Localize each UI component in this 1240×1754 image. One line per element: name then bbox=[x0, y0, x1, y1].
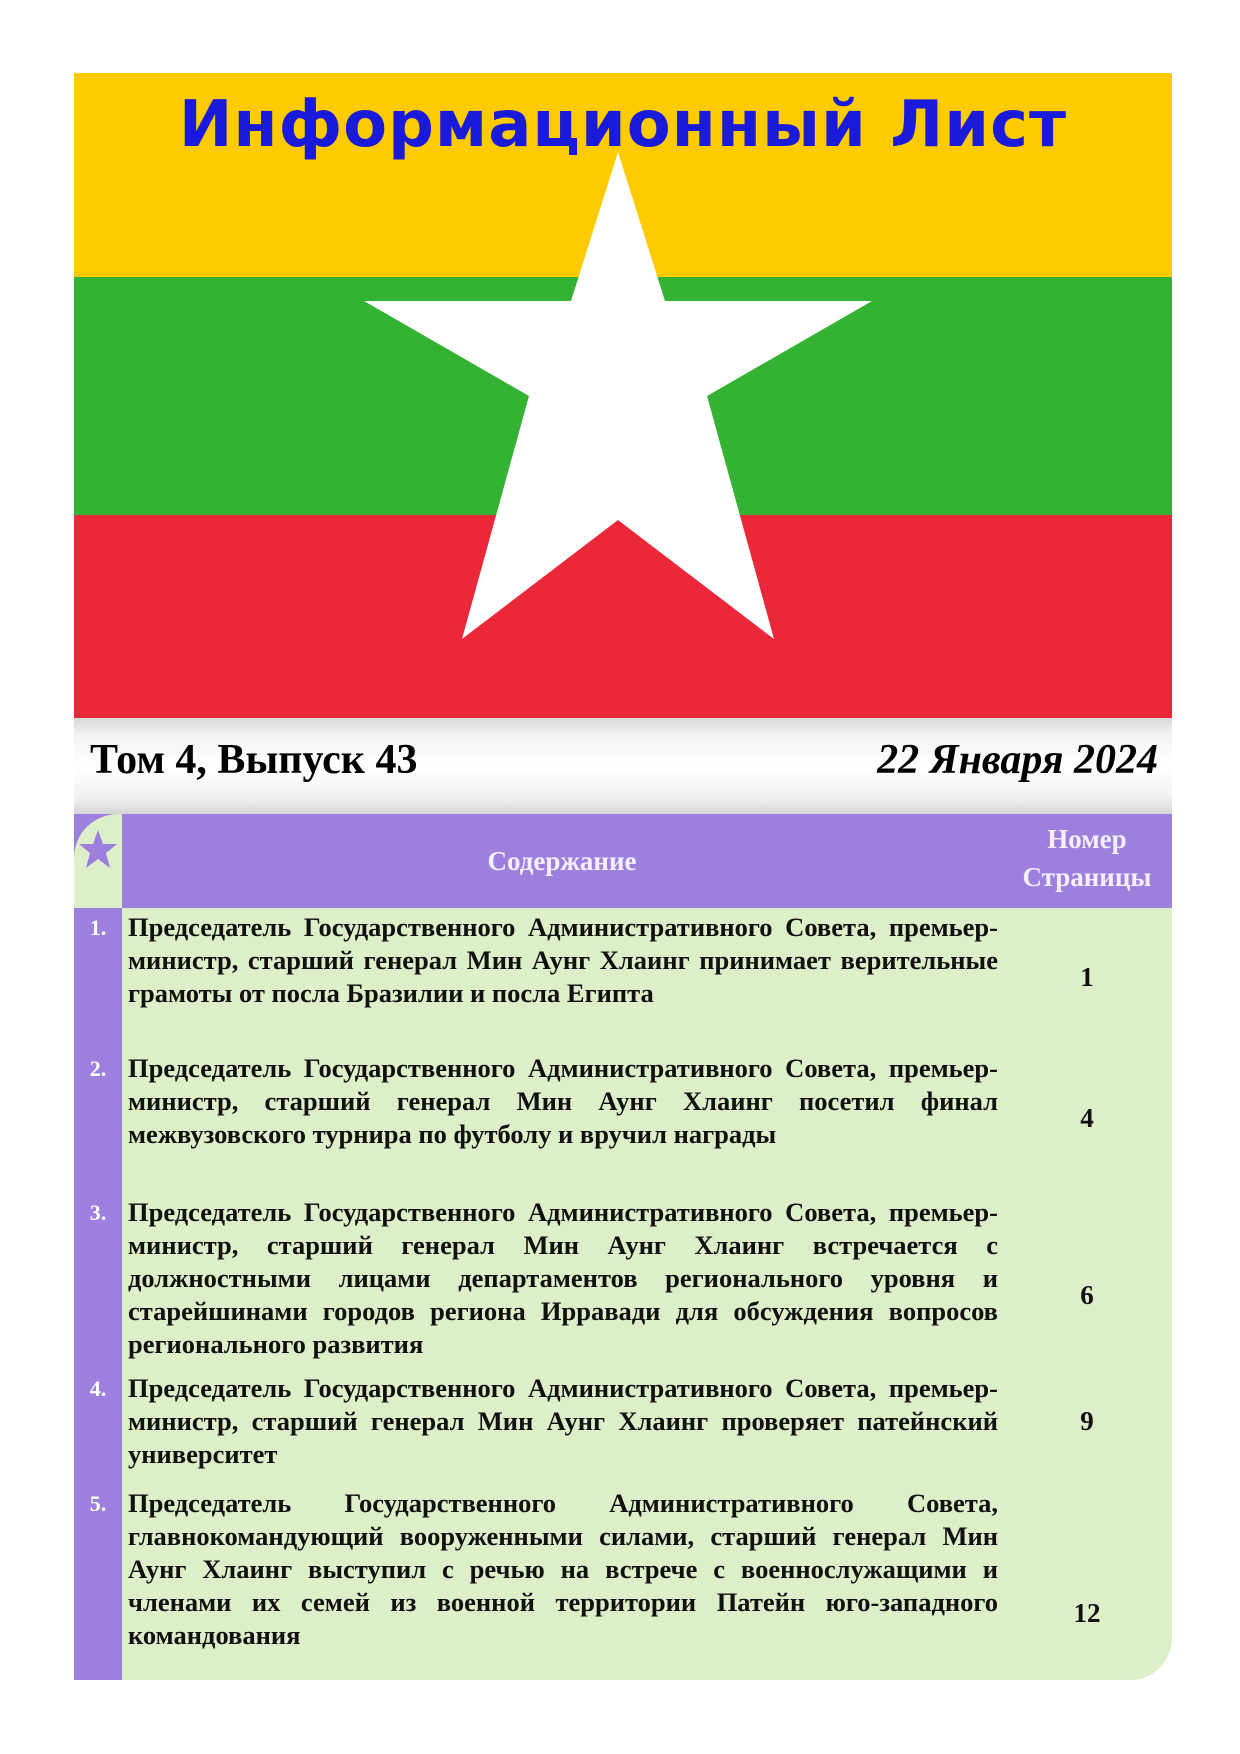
toc-header-page-line1: Номер bbox=[1047, 824, 1127, 854]
toc-header-page-line2: Страницы bbox=[1022, 862, 1152, 892]
toc-item-page: 1 bbox=[1080, 962, 1094, 992]
toc-item-page: 4 bbox=[1080, 1103, 1094, 1133]
issue-date: 22 Января 2024 bbox=[877, 737, 1158, 783]
table-of-contents bbox=[74, 814, 1172, 1680]
toc-item-number: 3. bbox=[89, 1200, 107, 1225]
toc-item-title: Председатель Государственного Административного Совета, главнокомандующий вооруженными силами, старший генерал Мин Аунг Хлаинг выступил с речью на встрече с военнослужащими и членами их семей из военной территории Патейн юго-западного командования bbox=[128, 1488, 998, 1650]
toc-item-number: 4. bbox=[89, 1376, 107, 1401]
toc-header-content: Содержание bbox=[487, 846, 637, 876]
toc-corner bbox=[74, 814, 122, 908]
toc-item-title: Председатель Государственного Административного Совета, премьер-министр, старший генерал Мин Аунг Хлаинг посетил финал межвузовского турнира по футболу и вручил награды bbox=[128, 1053, 998, 1149]
toc-item-number: 1. bbox=[89, 915, 107, 940]
myanmar-flag bbox=[74, 73, 1172, 718]
toc-header-page bbox=[1002, 820, 1172, 896]
star-icon bbox=[74, 73, 1172, 718]
toc-item-title: Председатель Государственного Административного Совета, премьер-министр, старший генерал Мин Аунг Хлаинг встречается с должностными лицами департаментов регионального уровня и старейшинами городов региона Ирравади для обсуждения вопросов регионального развития bbox=[128, 1197, 998, 1359]
toc-item-title: Председатель Государственного Административного Совета, премьер-министр, старший генерал Мин Аунг Хлаинг проверяет патейнский университет bbox=[128, 1373, 998, 1469]
toc-item-page: 9 bbox=[1080, 1406, 1094, 1436]
toc-item-number: 5. bbox=[89, 1491, 107, 1516]
star-icon bbox=[78, 828, 118, 872]
toc-item-title: Председатель Государственного Административного Совета, премьер-министр, старший генерал Мин Аунг Хлаинг принимает верительные грамоты от посла Бразилии и посла Египта bbox=[128, 912, 998, 1008]
toc-item-page: 6 bbox=[1080, 1280, 1094, 1310]
issue-bar bbox=[74, 718, 1172, 814]
volume-issue: Том 4, Выпуск 43 bbox=[90, 737, 418, 783]
toc-item-page: 12 bbox=[1073, 1598, 1101, 1628]
page-title: Информационный Лист bbox=[178, 88, 1068, 162]
toc-item-number: 2. bbox=[89, 1056, 107, 1081]
